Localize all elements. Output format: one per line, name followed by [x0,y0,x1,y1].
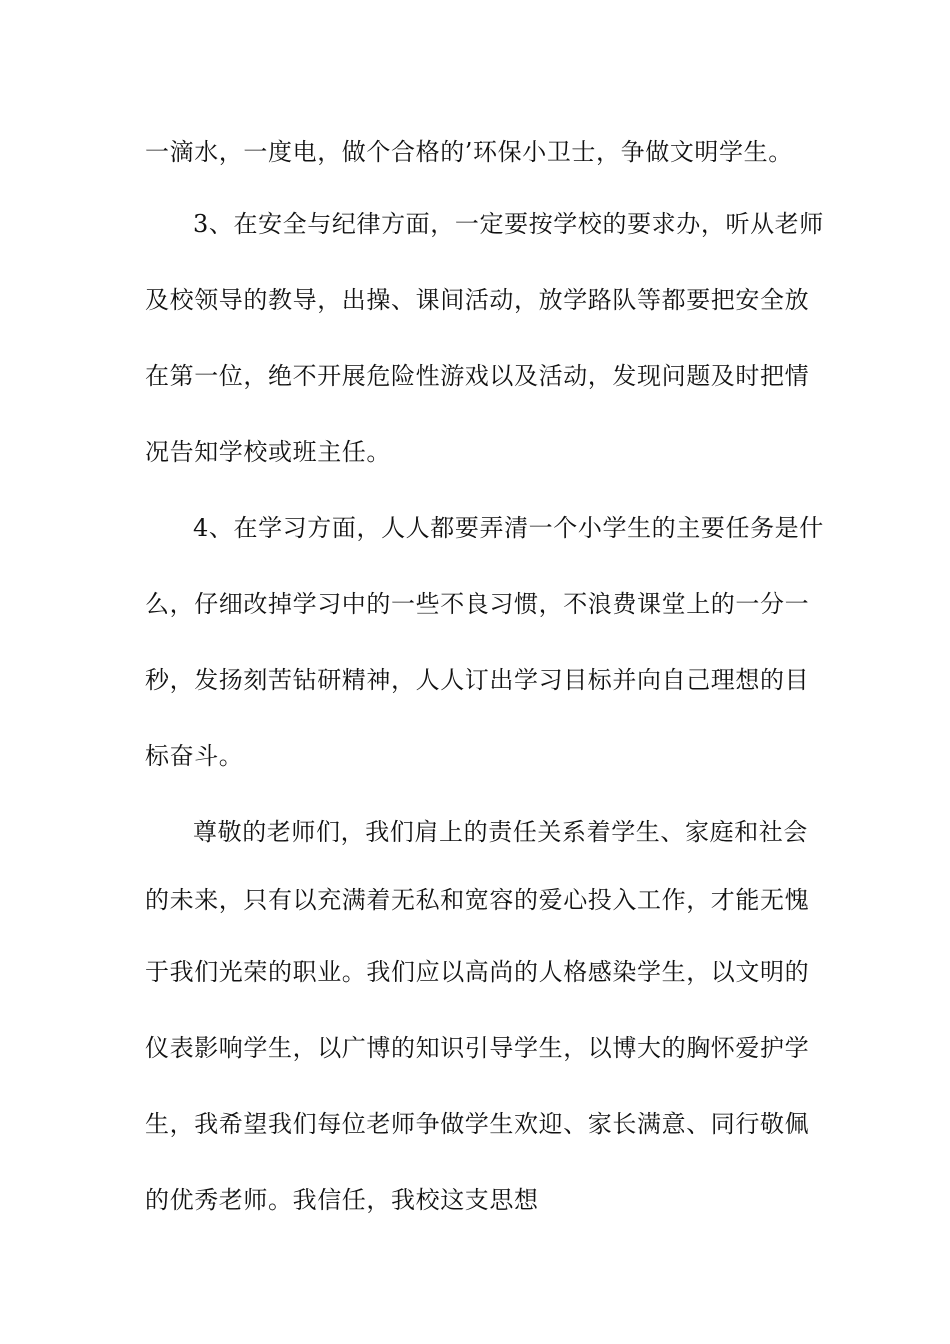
paragraph-line: 秒，发扬刻苦钻研精神，人人订出学习目标并向自己理想的目 [145,666,810,694]
paragraph-line: 尊敬的老师们，我们肩上的责任关系着学生、家庭和社会 [193,818,808,846]
paragraph-line: 的未来，只有以充满着无私和宽容的爱心投入工作，才能无愧 [145,886,810,914]
paragraph-line: 的优秀老师。我信任，我校这支思想 [145,1186,539,1214]
paragraph-line: 3、在安全与纪律方面，一定要按学校的要求办，听从老师 [193,210,824,238]
paragraph-line: 么，仔细改掉学习中的一些不良习惯，不浪费课堂上的一分一 [145,590,810,618]
paragraph-line: 4、在学习方面，人人都要弄清一个小学生的主要任务是什 [193,514,824,542]
paragraph-line: 生，我希望我们每位老师争做学生欢迎、家长满意、同行敬佩 [145,1110,810,1138]
paragraph-line: 及校领导的教导，出操、课间活动，放学路队等都要把安全放 [145,286,810,314]
paragraph-line: 在第一位，绝不开展危险性游戏以及活动，发现问题及时把情 [145,362,810,390]
paragraph-line: 一滴水，一度电，做个合格的’环保小卫士，争做文明学生。 [145,138,793,166]
paragraph-line: 况告知学校或班主任。 [145,438,391,466]
paragraph-line: 于我们光荣的职业。我们应以高尚的人格感染学生，以文明的 [145,958,810,986]
paragraph-line: 标奋斗。 [145,742,244,770]
paragraph-line: 仪表影响学生，以广博的知识引导学生，以博大的胸怀爱护学 [145,1034,810,1062]
